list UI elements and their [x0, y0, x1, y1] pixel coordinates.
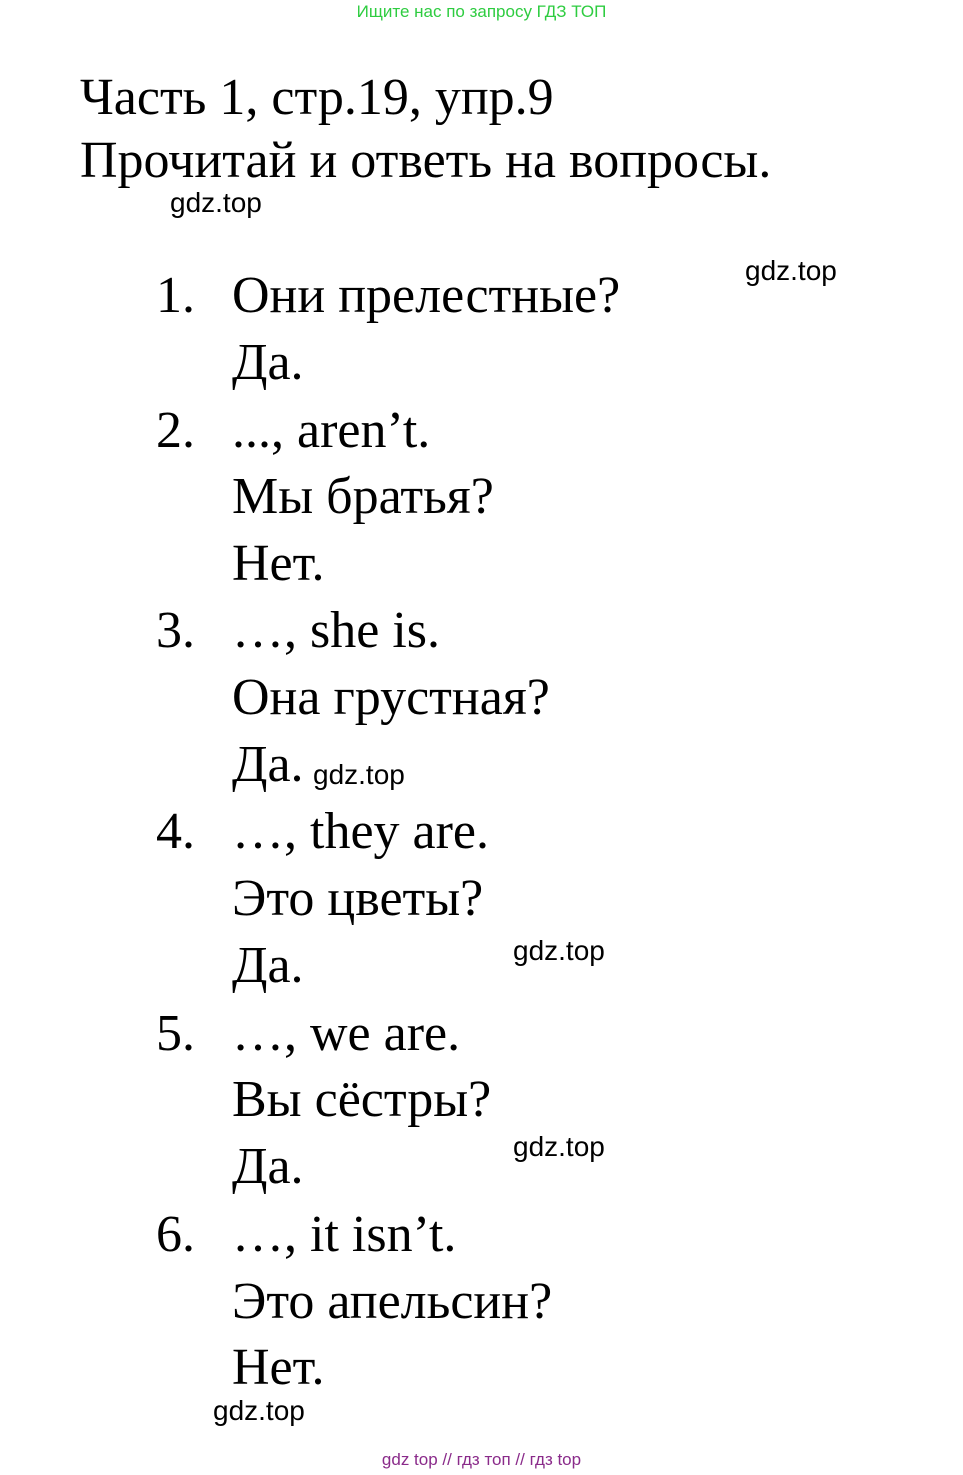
item-line: Да. — [232, 334, 304, 391]
task-instruction: Прочитай и ответь на вопросы. — [80, 132, 772, 189]
item-line: Нет. — [232, 1339, 325, 1396]
item-line: ..., aren’t. — [232, 402, 431, 459]
item-line: Она грустная? — [232, 669, 550, 726]
footer-links: gdz top // гдз топ // гдз top — [381, 1450, 582, 1469]
item-line: Они прелестные? — [232, 267, 621, 324]
item-line: Да. — [232, 736, 304, 793]
item-line: …, it isn’t. — [232, 1206, 457, 1263]
item-line: …, we are. — [232, 1005, 461, 1062]
top-banner: Ищите нас по запросу ГДЗ ТОП — [356, 2, 607, 21]
item-line: Это апельсин? — [232, 1273, 553, 1330]
item-line: Нет. — [232, 535, 325, 592]
item-number: 5. — [156, 1005, 195, 1062]
item-line: Вы сёстры? — [232, 1071, 492, 1128]
item-line: …, she is. — [232, 602, 440, 659]
item-number: 6. — [156, 1206, 195, 1263]
watermark: gdz.top — [213, 1395, 305, 1426]
watermark: gdz.top — [313, 759, 405, 790]
watermark: gdz.top — [513, 1131, 605, 1162]
watermark: gdz.top — [170, 187, 262, 218]
item-line: Да. — [232, 1138, 304, 1195]
item-number: 1. — [156, 267, 195, 324]
item-number: 3. — [156, 602, 195, 659]
item-number: 2. — [156, 402, 195, 459]
item-line: Да. — [232, 937, 304, 994]
item-line: Это цветы? — [232, 870, 484, 927]
item-number: 4. — [156, 803, 195, 860]
watermark: gdz.top — [745, 255, 837, 286]
item-line: …, they are. — [232, 803, 490, 860]
item-line: Мы братья? — [232, 468, 494, 525]
page-title: Часть 1, стр.19, упр.9 — [80, 69, 554, 126]
watermark: gdz.top — [513, 935, 605, 966]
